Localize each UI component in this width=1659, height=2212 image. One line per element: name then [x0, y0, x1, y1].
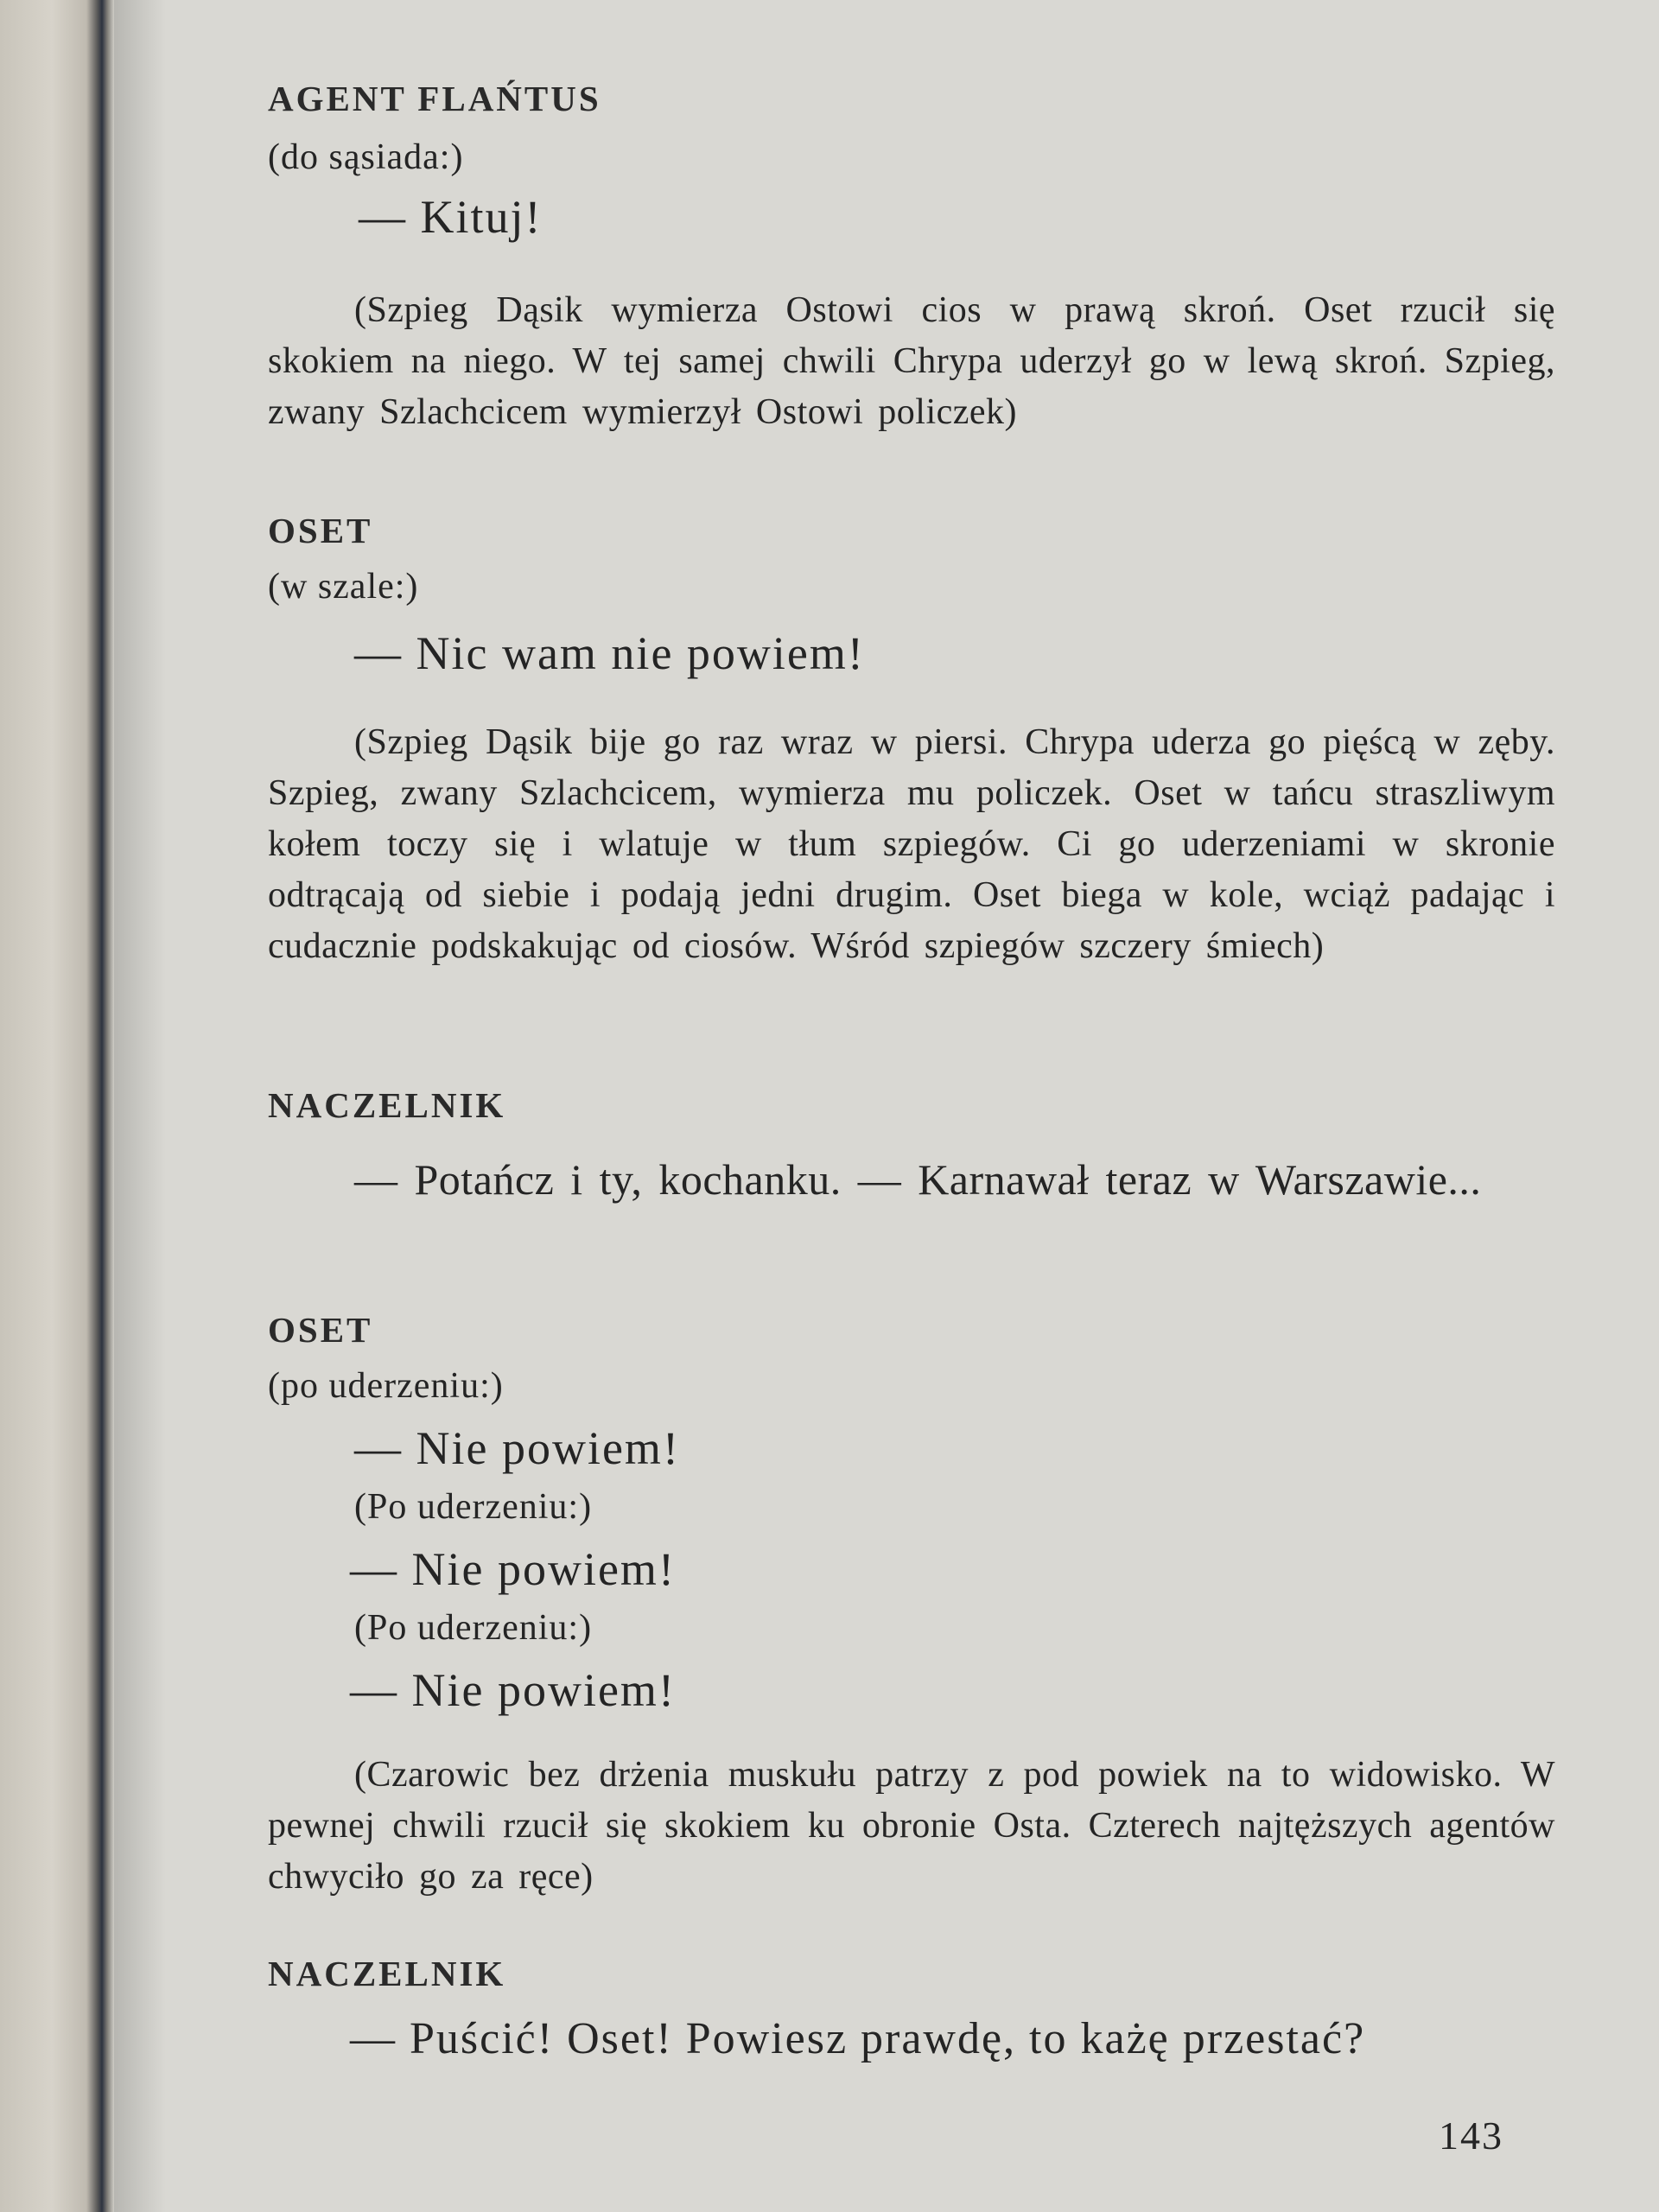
speaker-naczelnik: NACZELNIK: [268, 1954, 506, 1993]
book-spine-edge: [0, 0, 114, 2212]
speaker-oset: OSET: [268, 511, 373, 550]
page-number: 143: [1439, 2113, 1503, 2158]
stage-paragraph: (Szpieg Dąsik bije go raz wraz w piersi. Chrypa uderza go pięścą w zęby. Szpieg, zwany Szlachcicem, wymierza mu policzek. Oset w tańcu straszliwym kołem toczy się i wlatuje w tłum szpiegów. Ci go uderzeniami w skronie odtrącają od siebie i podają jedni drugim. Oset biega w kole, wciąż padając i cudacznie podskakując od ciosów. Wśród szpiegów szczery śmiech): [268, 722, 1555, 966]
page-gutter-shadow: [114, 0, 166, 2212]
stage-direction: (do sąsiada:): [268, 137, 464, 177]
stage-paragraph: (Czarowic bez drżenia muskułu patrzy z pod powiek na to widowisko. W pewnej chwili rzucił się skokiem ku obronie Osta. Czterech najtęższych agentów chwyciło go za ręce): [268, 1755, 1555, 1897]
stage-direction: (Po uderzeniu:): [354, 1608, 593, 1648]
speech-line: — Puścić! Oset! Powiesz prawdę, to każę przestać?: [350, 2014, 1366, 2063]
speech-line: — Nic wam nie powiem!: [354, 627, 865, 679]
speech-line: — Nie powiem!: [354, 1422, 680, 1474]
stage-paragraph: (Szpieg Dąsik wymierza Ostowi cios w prawą skroń. Oset rzucił się skokiem na niego. W tej samej chwili Chrypa uderzył go w lewą skroń. Szpieg, zwany Szlachcicem wymierzył Ostowi policzek): [268, 290, 1555, 432]
speaker-agent-flantus: AGENT FLAŃTUS: [268, 79, 601, 118]
speaker-naczelnik: NACZELNIK: [268, 1085, 506, 1125]
stage-direction: (Po uderzeniu:): [354, 1487, 593, 1527]
stage-direction: (w szale:): [268, 567, 419, 607]
speech-paragraph: — Potańcz i ty, kochanku. — Karnawał teraz w Warszawie...: [354, 1155, 1482, 1204]
stage-direction: (po uderzeniu:): [268, 1366, 504, 1406]
speaker-oset: OSET: [268, 1310, 373, 1350]
speech-line: — Nie powiem!: [350, 1664, 676, 1716]
page-text: [268, 78, 1555, 2108]
speech-line: — Kituj!: [359, 191, 543, 243]
speech-line: — Nie powiem!: [350, 1543, 676, 1595]
